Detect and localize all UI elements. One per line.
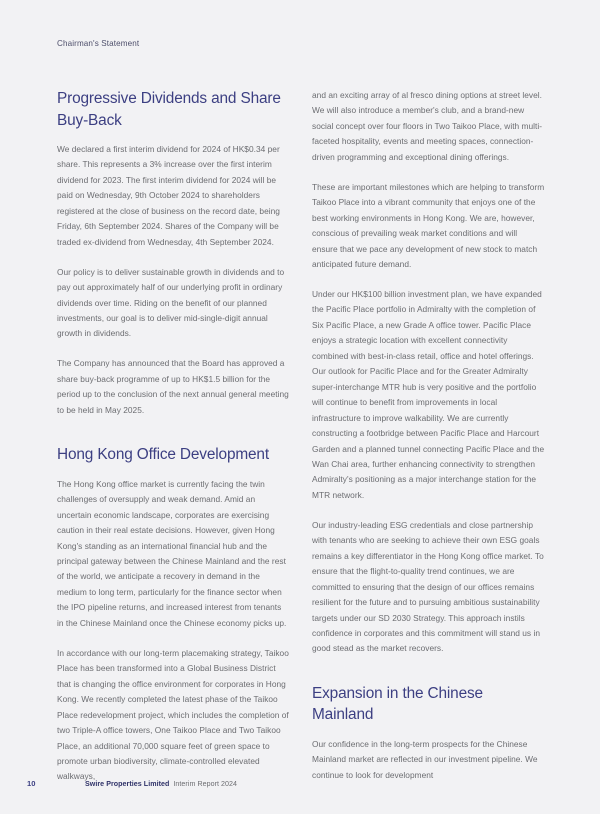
body-paragraph: Our confidence in the long-term prospects for the Chinese Mainland market are reflected in our investment pipeline. We continue to look for development (312, 738, 538, 780)
section-heading: Expansion in the Chinese Mainland (312, 684, 483, 724)
body-paragraph: The Hong Kong office market is currently facing the twin challenges of oversupply and weak demand. Amid an uncertain economic landscape, corporates are exercising caution in their real estate decisions. However, given Hong Kong's standing as an international financial hub and the principal gateway between the Chinese Mainland and the rest of the world, we anticipate a recovery in demand in the medium to long term, particularly for the finance sector when the IPO pipeline returns, and increased interest from tenants in the Chinese Mainland once the Chinese economy picks up. (57, 478, 287, 628)
left-column (57, 88, 290, 782)
page-footer (27, 779, 237, 788)
section-heading: Hong Kong Office Development (57, 446, 269, 464)
body-paragraph: Our industry-leading ESG credentials and close partnership with tenants who are seeking to achieve their own ESG goals remains a key differentiator in the Hong Kong office market. To ensure that the flight-to-quality trend continues, we are committed to ensuring that the design of our offices remains resilient for the future and to pursuing ambitious sustainability targets under our SD 2030 Strategy. This approach instils confidence in corporates and this commitment will stand us in good stead as the market recovers. (312, 519, 544, 654)
running-header: Chairman's Statement (57, 39, 140, 48)
body-paragraph: We declared a first interim dividend for 2024 of HK$0.34 per share. This represents a 3% increase over the first interim dividend for 2023. The first interim dividend for 2024 will be paid on Wednesday, 9th October 2024 to shareholders registered at the close of business on the record date, being Friday, 6th September 2024. Shares of the Company will be traded ex-dividend from Wednesday, 4th September 2024. (57, 144, 280, 247)
body-paragraph: Under our HK$100 billion investment plan, we have expanded the Pacific Place portfolio in Admiralty with the completion of Six Pacific Place, a new Grade A office tower. Pacific Place enjoys a strategic location with excellent connectivity combined with best-in-class retail, office and hotel offerings. Our outlook for Pacific Place and for the Greater Admiralty super-interchange MTR hub is very positive and the portfolio will continue to benefit from improvements in local infrastructure to improve walkability. We are currently constructing a footbridge between Pacific Place and Harcourt Garden and a planned tunnel connecting Pacific Place and the Wan Chai area, further enhancing connectivity to strengthen Admiralty's positioning as a major interchange station for the MTR network. (312, 288, 545, 500)
footer-report-title: Interim Report 2024 (173, 780, 238, 788)
body-paragraph: Our policy is to deliver sustainable growth in dividends and to pay out approximately half of our underlying profit in ordinary dividends over time. Riding on the benefit of our planned investments, our goal is to deliver mid-single-digit annual growth in dividends. (57, 266, 285, 339)
footer-company-name: Swire Properties Limited (85, 780, 170, 788)
right-column (312, 88, 545, 780)
body-paragraph: The Company has announced that the Board has approved a share buy-back programme of up to HK$1.5 billion for the period up to the conclusion of the next annual general meeting to be held in May 2025. (57, 358, 289, 415)
body-paragraph: These are important milestones which are helping to transform Taikoo Place into a vibrant community that enjoys one of the best working environments in Hong Kong. We are, however, conscious of prevailing weak market conditions and will ensure that we pace any development of new stock to match anticipated future demand. (312, 181, 545, 270)
footer-page-number: 10 (27, 779, 36, 788)
body-paragraph: and an exciting array of al fresco dining options at street level. We will also introduce a member's club, and a brand-new social concept over four floors in Two Taikoo Place, with multi-faceted hospitality, events and meeting spaces, connection-driven programming and exceptional dining offerings. (312, 90, 543, 162)
section-heading: Progressive Dividends and Share Buy-Back (57, 90, 281, 129)
body-columns (57, 88, 545, 782)
body-paragraph: In accordance with our long-term placemaking strategy, Taikoo Place has been transformed into a Global Business District that is changing the office environment for corporates in Hong Kong. We recently completed the latest phase of the Taikoo Place redevelopment project, which includes the completion of two Triple-A office towers, One Taikoo Place and Two Taikoo Place, an additional 70,000 square feet of green space to promote urban biodiversity, climate-controlled elevated walkways, (57, 647, 289, 782)
